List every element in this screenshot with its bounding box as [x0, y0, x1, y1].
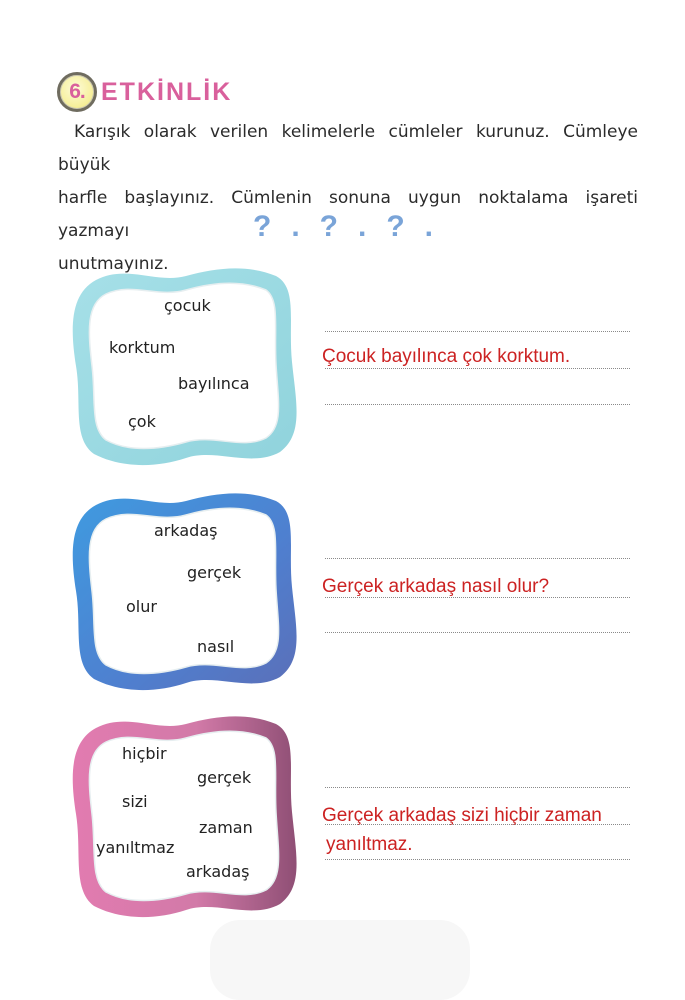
scrambled-word: korktum [109, 338, 176, 357]
handwritten-answer-3-line-1: Gerçek arkadaş sizi hiçbir zaman [322, 805, 602, 826]
question-mark-1: ? [253, 210, 272, 243]
handwritten-answer-1: Çocuk bayılınca çok korktum. [322, 346, 571, 367]
scrambled-word: zaman [199, 818, 253, 837]
activity-title: ETKİNLİK [101, 77, 233, 106]
scrambled-word: gerçek [187, 563, 242, 582]
question-mark-2: ? [319, 210, 338, 243]
answer-line[interactable] [325, 597, 630, 598]
handwritten-answer-2: Gerçek arkadaş nasıl olur? [322, 576, 550, 597]
word-frame-2 [66, 487, 306, 687]
wavy-frame-icon [66, 262, 306, 472]
scrambled-word: yanıltmaz [96, 838, 175, 857]
scrambled-word: gerçek [197, 768, 252, 787]
scrambled-word: sizi [122, 792, 148, 811]
instructions-paragraph [58, 116, 638, 281]
scrambled-word: bayılınca [178, 374, 250, 393]
answer-line[interactable] [325, 368, 630, 369]
scrambled-word: hiçbir [122, 744, 167, 763]
scrambled-word: nasıl [197, 637, 235, 656]
period-1: . [291, 210, 300, 243]
word-frame-3 [66, 708, 306, 908]
instructions-line-1: Karışık olarak verilen kelimelerle cümleler kurunuz. Cümleye büyük [58, 122, 638, 175]
instructions-line-2: harfle başlayınız. Cümlenin sonuna uygun noktalama işareti yazmayı [58, 188, 638, 241]
scrambled-word: çok [128, 412, 156, 431]
answer-line[interactable] [325, 404, 630, 405]
punctuation-marks-row [253, 210, 433, 244]
page-shadow [210, 920, 470, 1000]
word-frame-1 [66, 262, 306, 462]
instructions-line-3: unutmayınız. [58, 254, 169, 274]
scrambled-word: çocuk [164, 296, 211, 315]
handwritten-answer-3-line-2: yanıltmaz. [326, 834, 413, 855]
period-3: . [424, 210, 434, 243]
answer-line[interactable] [325, 859, 630, 860]
question-mark-3: ? [386, 210, 405, 243]
scrambled-word: olur [126, 597, 157, 616]
answer-line[interactable] [325, 787, 630, 788]
activity-number: 6. [69, 80, 85, 103]
wavy-frame-icon [66, 487, 306, 697]
scrambled-word: arkadaş [186, 862, 250, 881]
answer-line[interactable] [325, 632, 630, 633]
period-2: . [358, 210, 367, 243]
wavy-frame-icon [66, 708, 306, 923]
answer-line[interactable] [325, 558, 630, 559]
answer-line[interactable] [325, 824, 630, 825]
number-badge-icon [57, 72, 97, 112]
scrambled-word: arkadaş [154, 521, 218, 540]
answer-line[interactable] [325, 331, 630, 332]
activity-heading [57, 72, 232, 112]
